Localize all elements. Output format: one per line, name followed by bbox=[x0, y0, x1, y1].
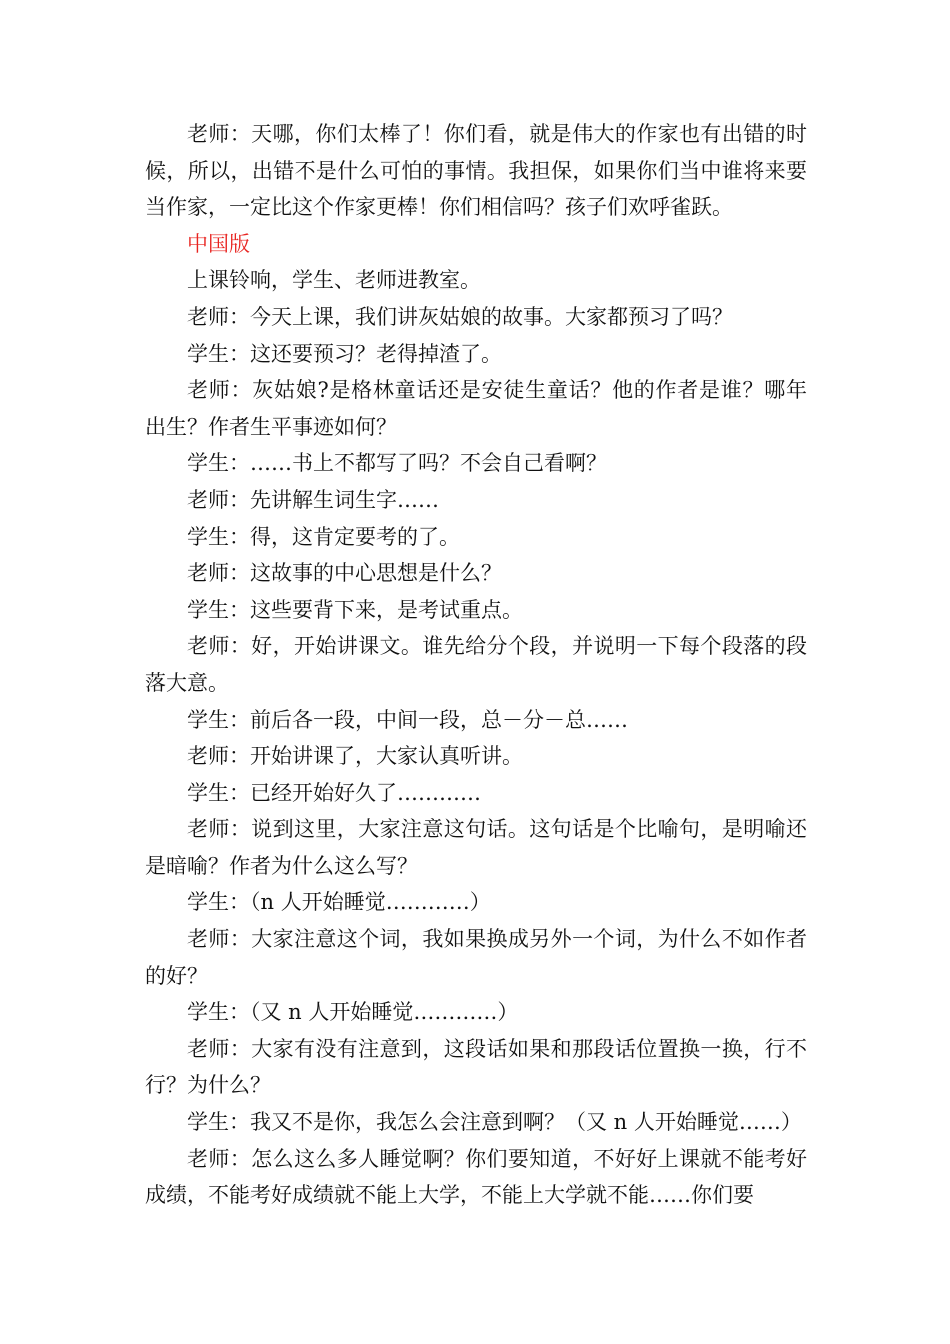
section-heading-china-version: 中国版 bbox=[187, 231, 250, 256]
dialogue-line: 学生：这还要预习？老得掉渣了。 bbox=[187, 341, 502, 366]
dialogue-line: 学生：这些要背下来，是考试重点。 bbox=[187, 597, 523, 622]
dialogue-line: 老师：说到这里，大家注意这句话。这句话是个比喻句，是明喻还是暗喻？作者为什么这么写？ bbox=[145, 817, 807, 878]
dialogue-line: 学生：（又 n 人开始睡觉…………） bbox=[187, 1000, 519, 1025]
dialogue-line: 学生：已经开始好久了………… bbox=[187, 780, 481, 805]
dialogue-line: 学生：我又不是你，我怎么会注意到啊？（又 n 人开始睡觉……） bbox=[187, 1110, 802, 1135]
dialogue-line: 老师：灰姑娘?是格林童话还是安徒生童话？他的作者是谁？哪年出生？作者生平事迹如何？ bbox=[145, 378, 807, 439]
dialogue-line: 老师：开始讲课了，大家认真听讲。 bbox=[187, 744, 523, 769]
paragraph-teacher-praise: 老师：天哪，你们太棒了！你们看，就是伟大的作家也有出错的时候，所以，出错不是什么可怕的事情。我担保，如果你们当中谁将来要当作家，一定比这个作家更棒！你们相信吗？孩子们欢呼雀跃。 bbox=[145, 122, 807, 220]
dialogue-line: 学生：……书上不都写了吗？不会自己看啊？ bbox=[187, 451, 607, 476]
dialogue-line: 学生：前后各一段，中间一段，总－分－总…… bbox=[187, 707, 628, 732]
dialogue-line: 老师：怎么这么多人睡觉啊？你们要知道，不好好上课就不能考好成绩，不能考好成绩就不能上大学，不能上大学就不能……你们要 bbox=[145, 1146, 807, 1208]
dialogue-line: 老师：大家有没有注意到，这段话如果和那段话位置换一换，行不行？为什么？ bbox=[145, 1036, 807, 1098]
dialogue-line: 老师：大家注意这个词，我如果换成另外一个词，为什么不如作者的好？ bbox=[145, 927, 807, 988]
dialogue-line: 学生：得，这肯定要考的了。 bbox=[187, 524, 460, 549]
dialogue-line: 老师：先讲解生词生字…… bbox=[187, 487, 439, 512]
dialogue-line: 学生：（n 人开始睡觉…………） bbox=[187, 890, 491, 915]
dialogue-line: 老师：好，开始讲课文。谁先给分个段，并说明一下每个段落的段落大意。 bbox=[145, 634, 807, 695]
dialogue-line: 老师：今天上课，我们讲灰姑娘的故事。大家都预习了吗？ bbox=[187, 304, 733, 329]
dialogue-line: 老师：这故事的中心思想是什么？ bbox=[187, 561, 502, 586]
paragraph-bell-rings: 上课铃响，学生、老师进教室。 bbox=[187, 268, 481, 293]
document-body bbox=[145, 116, 807, 1214]
